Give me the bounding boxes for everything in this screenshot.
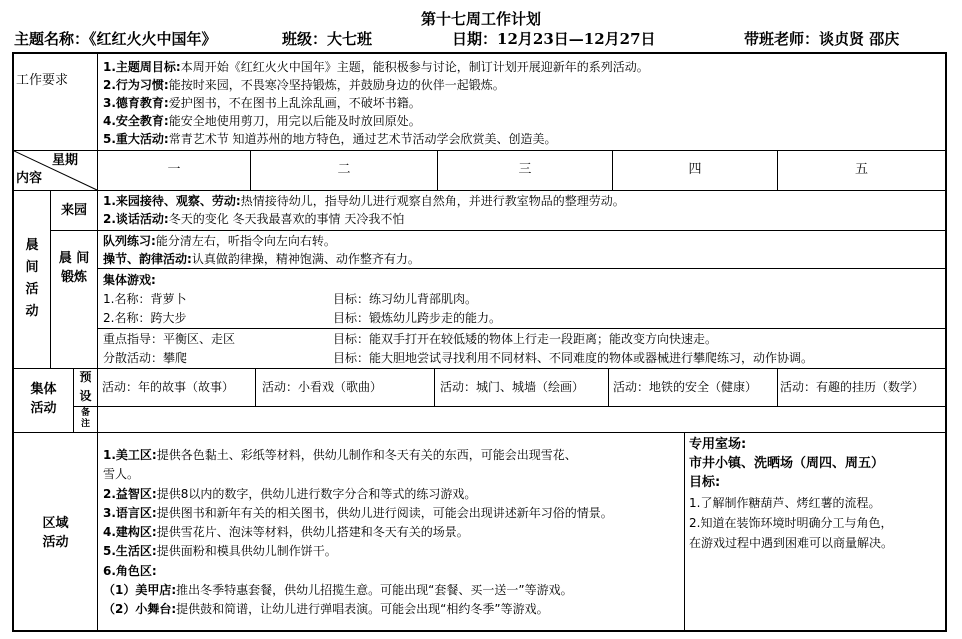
drill-row: 队列练习:能分清左右，听指令向左向右转。: [103, 234, 336, 248]
weekday-thu: 四: [688, 162, 702, 177]
requirement-item: 5.重大活动:常青艺术节 知道苏州的地方特色，通过艺术节活动学会欣赏美、创造美。: [103, 132, 557, 146]
date-header: [452, 28, 656, 49]
game-goal: 目标：锻炼幼儿跨步走的能力。: [333, 311, 502, 325]
special-room-place: 市井小镇、洗晒场（周四、周五）: [689, 456, 885, 471]
corner-content-label: 内容: [16, 171, 43, 186]
area-line: 5.生活区:提供面粉和模具供幼儿制作饼干。: [103, 544, 337, 558]
weekday-mon: 一: [167, 162, 181, 177]
exercise-label-2: 锻炼: [60, 270, 87, 285]
special-room-label: 专用室场:: [689, 437, 747, 452]
theme-label: 主题名称：: [14, 30, 90, 48]
game-name: 1.名称：背萝卜: [103, 292, 187, 306]
weekday-tue: 二: [337, 162, 351, 177]
game-name: 2.名称：跨大步: [103, 311, 187, 325]
requirement-item: 1.主题周目标:本周开始《红红火火中国年》主题，能积极参与讨论，制订计划开展迎新年的系列活动。: [103, 60, 649, 74]
arrival-label: 来园: [60, 203, 87, 218]
area-line: 3.语言区:提供图书和新年有关的相关图书，供幼儿进行阅读，可能会出现讲述新年习俗的情景。: [103, 506, 613, 520]
exercise-label-1: 晨 间: [58, 251, 90, 266]
arrival-item: 2.谈话活动:冬天的变化 冬天我最喜欢的事情 天冷我不怕: [103, 212, 405, 226]
special-goal: 2.知道在装饰环境时明确分工与角色，: [689, 516, 893, 530]
requirement-item: 3.德育教育:爱护图书，不在图书上乱涂乱画，不破坏书籍。: [103, 96, 421, 110]
class-header: [282, 28, 372, 49]
requirement-item: 4.安全教育:能安全地使用剪刀，用完以后能及时放回原处。: [103, 114, 421, 128]
page-title: 第十七周工作计划: [420, 10, 541, 28]
teacher-label: 带班老师：: [744, 30, 820, 48]
theme-name: 《红红火火中国年》: [89, 30, 217, 48]
area-line: （1）美甲店:推出冬季特惠套餐，供幼儿招揽生意。可能出现“套餐、买一送一”等游戏。: [103, 583, 573, 597]
area-line: 1.美工区:提供各色黏土、彩纸等材料，供幼儿制作和冬天有关的东西，可能会出现雪花、: [103, 448, 577, 462]
group-label-2: 活动: [30, 401, 57, 416]
arrival-item: 1.来园接待、观察、劳动:热情接待幼儿，指导幼儿进行观察自然角，并进行教室物品的整理劳动。: [103, 194, 625, 208]
weekday-wed: 三: [518, 162, 532, 177]
activity-thu: 活动：地铁的安全（健康）: [613, 380, 758, 394]
requirements-label: 工作要求: [16, 73, 69, 88]
morning-activity-label: 晨 间 活 动: [25, 238, 39, 319]
scatter-name: 分散活动：攀爬: [103, 351, 188, 365]
guide-goal: 目标：能双手打开在较低矮的物体上行走一段距离；能改变方向快速走。: [333, 332, 718, 346]
corner-weekday-label: 星期: [52, 153, 79, 168]
teacher-header: [744, 28, 899, 49]
activity-tue: 活动：小看戏（歌曲）: [262, 380, 383, 394]
game-goal: 目标：练习幼儿背部肌肉。: [333, 292, 478, 306]
area-line: 2.益智区:提供8以内的数字，供幼儿进行数字分合和等式的练习游戏。: [103, 487, 477, 501]
theme-header: [14, 28, 217, 49]
special-goal: 1.了解制作糖葫芦、烤红薯的流程。: [689, 496, 881, 510]
special-goal: 在游戏过程中遇到困难可以商量解决。: [689, 536, 894, 550]
group-label-1: 集体: [30, 382, 57, 397]
teacher-names: 谈贞贤 邵庆: [819, 30, 900, 48]
date-label: 日期：: [452, 30, 498, 48]
area-label-1: 区域: [42, 516, 69, 531]
preset-label: 预 设: [79, 370, 92, 403]
area-line: 4.建构区:提供雪花片、泡沫等材料，供幼儿搭建和冬天有关的场景。: [103, 525, 469, 539]
guide-name: 重点指导：平衡区、走区: [103, 332, 236, 346]
activity-fri: 活动：有趣的挂历（数学）: [780, 380, 925, 394]
rhythm-row: 操节、韵律活动:认真做韵律操，精神饱满、动作整齐有力。: [103, 252, 420, 266]
group-games-heading: 集体游戏:: [103, 273, 156, 287]
area-line: （2）小舞台:提供鼓和简谱，让幼儿进行弹唱表演。可能会出现“相约冬季”等游戏。: [103, 602, 549, 616]
scatter-goal: 目标：能大胆地尝试寻找利用不同材料、不同难度的物体或器械进行攀爬练习，动作协调。: [333, 351, 814, 365]
activity-wed: 活动：城门、城墙（绘画）: [440, 380, 585, 394]
special-goal-label: 目标:: [689, 475, 721, 490]
area-label-2: 活动: [42, 535, 69, 550]
activity-mon: 活动：年的故事（故事）: [102, 380, 235, 394]
area-line: 6.角色区:: [103, 564, 157, 578]
class-label: 班级：: [282, 30, 328, 48]
requirement-item: 2.行为习惯:能按时来园，不畏寒冷坚持锻炼，并鼓励身边的伙伴一起锻炼。: [103, 78, 505, 92]
weekday-fri: 五: [854, 162, 868, 177]
area-line: 雪人。: [103, 467, 140, 481]
note-label: 备 注: [80, 408, 90, 429]
date-range: 12月23日—12月27日: [497, 30, 656, 48]
class-name: 大七班: [327, 30, 373, 48]
